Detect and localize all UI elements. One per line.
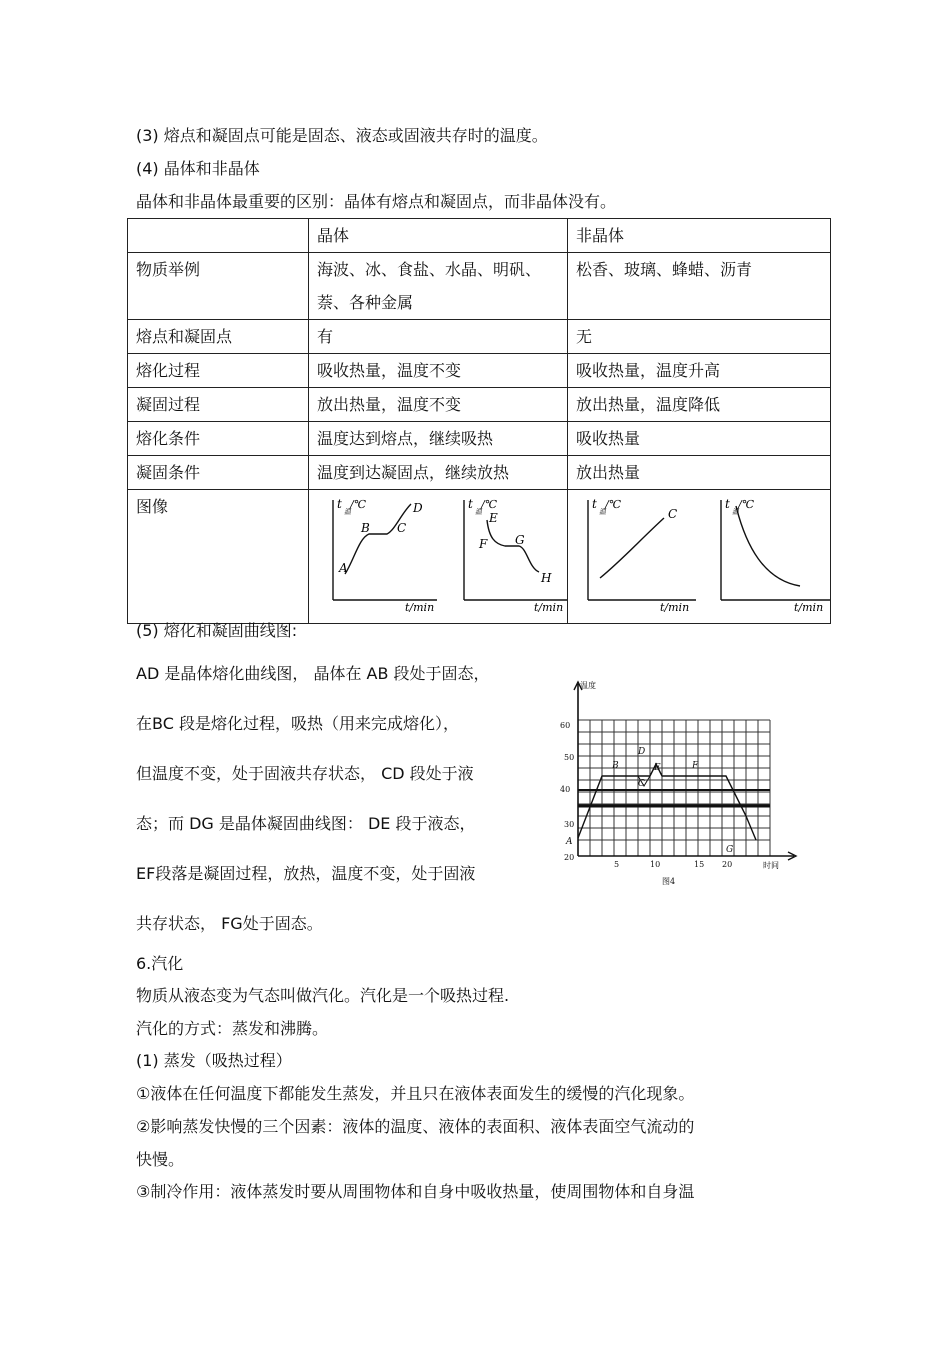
amorphous-cell: 无 — [568, 320, 831, 354]
section-title: (5) 熔化和凝固曲线图: — [136, 621, 298, 640]
point-label: B — [612, 761, 619, 771]
point-label: G — [515, 533, 525, 547]
temp-unit: /℃ — [738, 498, 755, 511]
table-row — [128, 253, 831, 320]
text-line: (4) 晶体和非晶体 — [136, 159, 260, 178]
paragraph-line: 但温度不变，处于固液共存状态， CD 段处于液 — [136, 764, 474, 783]
text-line: ②影响蒸发快慢的三个因素：液体的温度、液体的表面积、液体表面空气流动的 — [136, 1117, 695, 1136]
point-label: C — [668, 507, 678, 521]
y-tick-label: 30 — [564, 820, 575, 829]
row-label: 熔化条件 — [128, 422, 309, 456]
text-line: 快慢。 — [136, 1150, 185, 1169]
paragraph-line: EF段落是凝固过程，放热，温度不变，处于固液 — [136, 864, 476, 883]
text-line: 晶体和非晶体最重要的区别：晶体有熔点和凝固点，而非晶体没有。 — [136, 192, 617, 211]
text-line: 物质从液态变为气态叫做汽化。汽化是一个吸热过程. — [136, 986, 510, 1005]
t-axis-sub: 温 — [475, 508, 482, 516]
text-line: ③制冷作用：液体蒸发时要从周围物体和自身中吸收热量，使周围物体和自身温 — [136, 1182, 695, 1201]
amorphous-cell: 放出热量，温度降低 — [568, 388, 831, 422]
crystal-cell: 放出热量，温度不变 — [309, 388, 568, 422]
point-label: A — [339, 561, 348, 575]
t-axis-sub: 温 — [344, 508, 351, 516]
point-label: A — [566, 837, 573, 847]
point-label: E — [654, 763, 661, 773]
table-header-cell: 晶体 — [309, 219, 568, 253]
text-line: (1) 蒸发（吸热过程） — [136, 1051, 292, 1070]
grid — [578, 720, 770, 856]
t-axis-label: t — [337, 497, 342, 511]
x-tick-label: 20 — [722, 860, 733, 869]
freezing-graph — [464, 497, 567, 612]
crystal-comparison-table — [127, 218, 831, 624]
crystal-graphs-cell — [309, 490, 568, 624]
amorphous-cell: 松香、玻璃、蜂蜡、沥青 — [568, 253, 831, 320]
table-row — [128, 422, 831, 456]
paragraph-line: 在BC 段是熔化过程，吸热（用来完成熔化）， — [136, 714, 459, 733]
y-tick-label: 60 — [560, 721, 571, 730]
amorphous-cell: 吸收热量，温度升高 — [568, 354, 831, 388]
temp-unit: /℃ — [605, 498, 622, 511]
x-tick-label: 10 — [650, 860, 661, 869]
crystal-cell: 吸收热量，温度不变 — [309, 354, 568, 388]
text-line: (3) 熔点和凝固点可能是固态、液态或固液共存时的温度。 — [136, 126, 548, 145]
table-header-cell: 非晶体 — [568, 219, 831, 253]
figure-4-chart — [556, 670, 806, 895]
y-tick-label: 40 — [560, 785, 571, 794]
table-header-row — [128, 219, 831, 253]
temp-unit: /℃ — [481, 498, 498, 511]
table-row — [128, 354, 831, 388]
t-axis-label: t — [592, 497, 597, 511]
t-axis-sub: 温 — [732, 508, 739, 516]
point-label: C — [638, 779, 645, 789]
x-tick-label: 15 — [694, 860, 705, 869]
time-axis-label: t/min — [794, 601, 824, 612]
crystal-cell: 温度达到熔点，继续吸热 — [309, 422, 568, 456]
crystal-cell: 有 — [309, 320, 568, 354]
row-label: 凝固过程 — [128, 388, 309, 422]
row-label: 凝固条件 — [128, 456, 309, 490]
table-row — [128, 388, 831, 422]
section-title: 6.汽化 — [136, 954, 184, 973]
time-axis-label: t/min — [405, 601, 435, 612]
point-label: F — [692, 761, 699, 771]
point-label: B — [361, 521, 370, 535]
amorphous-melting-graph — [588, 497, 696, 612]
x-axis-title: 时间 — [763, 861, 779, 870]
paragraph-line: AD 是晶体熔化曲线图， 晶体在 AB 段处于固态， — [136, 664, 490, 683]
point-label: D — [638, 747, 646, 757]
row-label: 熔点和凝固点 — [128, 320, 309, 354]
crystal-cell: 海波、冰、食盐、水晶、明矾、 萘、各种金属 — [309, 253, 568, 320]
point-label: G — [726, 845, 734, 855]
point-label: E — [489, 511, 498, 525]
melting-graph — [333, 497, 437, 612]
point-label: C — [397, 521, 407, 535]
x-tick-label: 5 — [614, 860, 620, 869]
point-label: H — [541, 571, 552, 585]
amorphous-graphs — [568, 490, 830, 612]
text-line: 汽化的方式：蒸发和沸腾。 — [136, 1019, 329, 1038]
row-label: 物质举例 — [128, 253, 309, 320]
text-line: ①液体在任何温度下都能发生蒸发，并且只在液体表面发生的缓慢的汽化现象。 — [136, 1084, 695, 1103]
y-tick-label: 20 — [564, 853, 575, 862]
table-row — [128, 456, 831, 490]
temp-unit: /℃ — [350, 498, 367, 511]
y-axis-title: 温度 — [580, 681, 596, 690]
y-tick-label: 50 — [564, 753, 575, 762]
table-header-cell — [128, 219, 309, 253]
amorphous-freezing-graph — [721, 497, 830, 612]
temperature-curve — [578, 764, 756, 840]
time-axis-label: t/min — [660, 601, 690, 612]
row-label: 图像 — [128, 490, 309, 624]
figure-caption: 图4 — [662, 877, 676, 886]
amorphous-cell: 放出热量 — [568, 456, 831, 490]
t-axis-label: t — [468, 497, 473, 511]
table-row — [128, 320, 831, 354]
crystal-graphs — [309, 490, 567, 612]
amorphous-graphs-cell — [568, 490, 831, 624]
amorphous-cell: 吸收热量 — [568, 422, 831, 456]
crystal-cell: 温度到达凝固点，继续放热 — [309, 456, 568, 490]
paragraph-line: 共存状态， FG处于固态。 — [136, 914, 323, 933]
paragraph-line: 态；而 DG 是晶体凝固曲线图： DE 段于液态， — [136, 814, 476, 833]
time-axis-label: t/min — [534, 601, 564, 612]
t-axis-sub: 温 — [599, 508, 606, 516]
row-label: 熔化过程 — [128, 354, 309, 388]
point-label: D — [413, 501, 423, 515]
t-axis-label: t — [725, 497, 730, 511]
table-row — [128, 490, 831, 624]
point-label: F — [479, 537, 488, 551]
